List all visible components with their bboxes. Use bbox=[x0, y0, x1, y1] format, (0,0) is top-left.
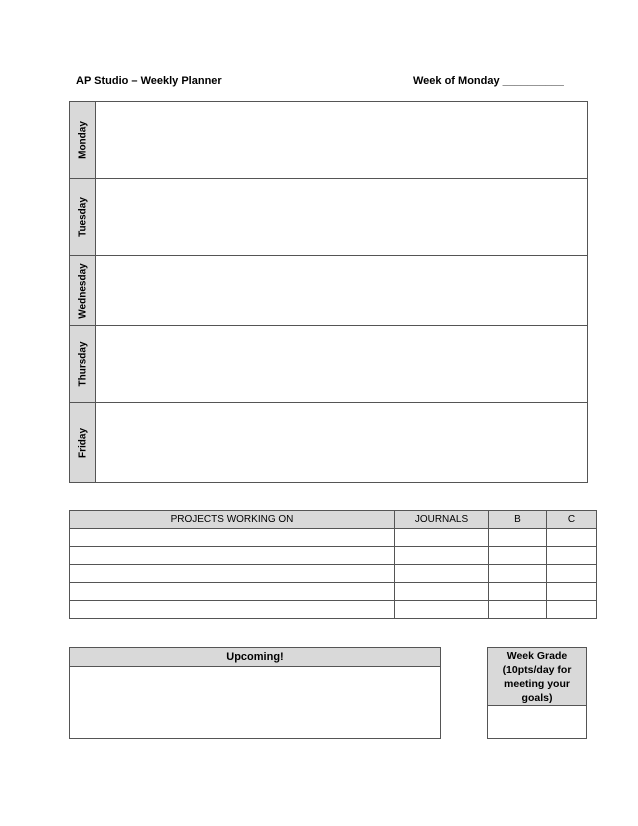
table-cell[interactable] bbox=[395, 529, 489, 547]
day-row-friday bbox=[70, 403, 587, 482]
day-label-cell bbox=[70, 403, 96, 482]
day-label-cell bbox=[70, 326, 96, 402]
week-grade-line: meeting your bbox=[504, 678, 570, 690]
table-cell[interactable] bbox=[547, 565, 597, 583]
upcoming-header: Upcoming! bbox=[70, 648, 440, 667]
day-label: Tuesday bbox=[77, 197, 88, 237]
upcoming-box bbox=[69, 647, 441, 739]
table-cell[interactable] bbox=[489, 529, 547, 547]
day-row-tuesday bbox=[70, 179, 587, 256]
table-cell[interactable] bbox=[547, 529, 597, 547]
table-row bbox=[70, 601, 597, 619]
day-label: Monday bbox=[77, 121, 88, 159]
journals-header: JOURNALS bbox=[395, 511, 489, 529]
day-label: Friday bbox=[77, 427, 88, 458]
table-cell[interactable] bbox=[489, 601, 547, 619]
table-cell[interactable] bbox=[547, 547, 597, 565]
table-cell[interactable] bbox=[395, 565, 489, 583]
planner-title: AP Studio – Weekly Planner bbox=[76, 75, 222, 87]
table-cell[interactable] bbox=[489, 547, 547, 565]
c-header: C bbox=[547, 511, 597, 529]
table-row bbox=[70, 565, 597, 583]
day-row-thursday bbox=[70, 326, 587, 403]
table-cell[interactable] bbox=[395, 601, 489, 619]
projects-header-row bbox=[70, 511, 597, 529]
day-row-monday bbox=[70, 102, 587, 179]
table-cell[interactable] bbox=[489, 583, 547, 601]
table-row bbox=[70, 547, 597, 565]
day-label-cell bbox=[70, 102, 96, 178]
day-label: Wednesday bbox=[77, 262, 88, 319]
week-grade-box bbox=[487, 647, 587, 739]
day-label-cell bbox=[70, 256, 96, 325]
upcoming-body[interactable] bbox=[70, 667, 440, 739]
table-row bbox=[70, 529, 597, 547]
projects-header: PROJECTS WORKING ON bbox=[70, 511, 395, 529]
table-cell[interactable] bbox=[489, 565, 547, 583]
projects-table bbox=[69, 510, 597, 619]
table-cell[interactable] bbox=[70, 583, 395, 601]
days-table bbox=[69, 101, 588, 483]
week-grade-line: (10pts/day for bbox=[502, 664, 572, 676]
week-grade-header bbox=[488, 648, 586, 706]
day-label-cell bbox=[70, 179, 96, 255]
week-of-field: Week of Monday __________ bbox=[413, 75, 564, 87]
week-grade-line: goals) bbox=[521, 692, 553, 704]
table-cell[interactable] bbox=[395, 583, 489, 601]
table-row bbox=[70, 583, 597, 601]
table-cell[interactable] bbox=[547, 601, 597, 619]
table-cell[interactable] bbox=[70, 601, 395, 619]
table-cell[interactable] bbox=[547, 583, 597, 601]
week-grade-line: Week Grade bbox=[506, 650, 568, 662]
table-cell[interactable] bbox=[70, 565, 395, 583]
table-cell[interactable] bbox=[70, 529, 395, 547]
day-label: Thursday bbox=[77, 341, 88, 387]
table-cell[interactable] bbox=[395, 547, 489, 565]
day-row-wednesday bbox=[70, 256, 587, 326]
table-cell[interactable] bbox=[70, 547, 395, 565]
b-header: B bbox=[489, 511, 547, 529]
week-grade-value[interactable] bbox=[488, 706, 586, 738]
